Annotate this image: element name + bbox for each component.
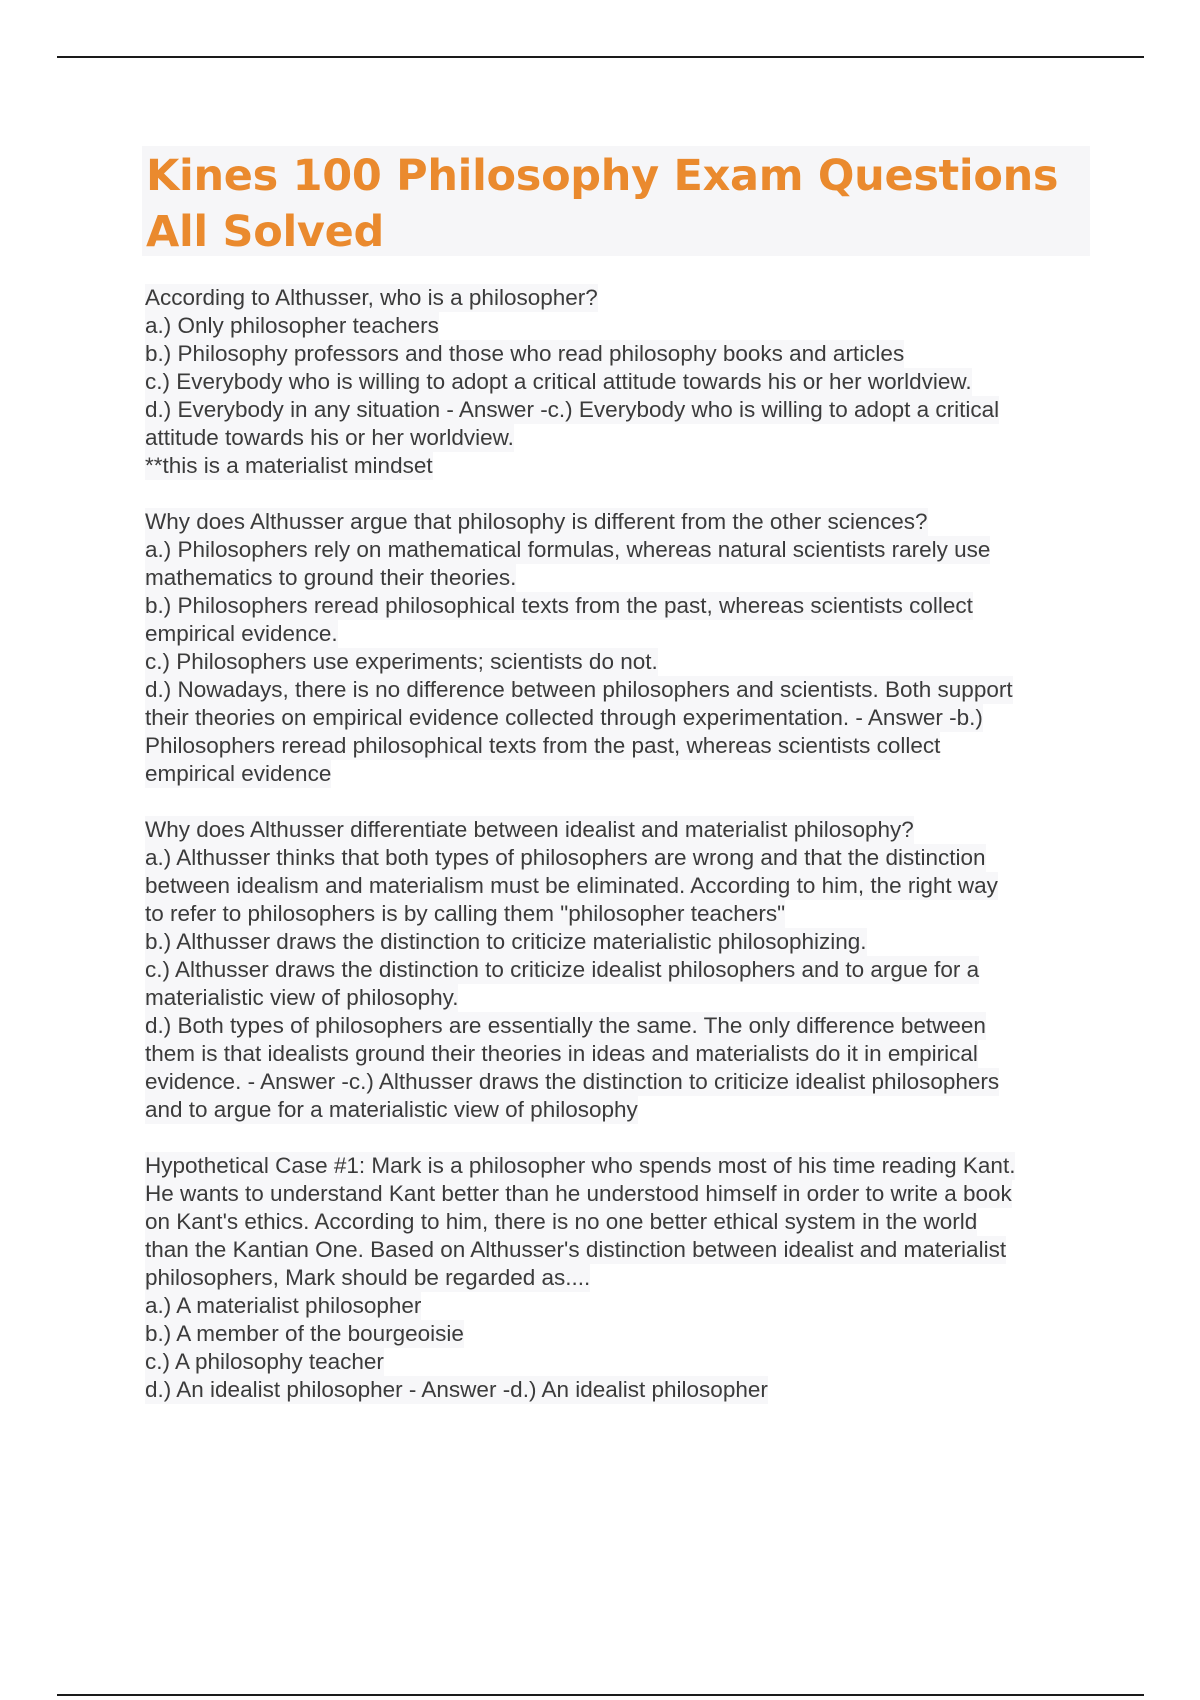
answer-option: c.) Philosophers use experiments; scientists do not. <box>145 649 658 674</box>
question-block <box>145 816 1090 1124</box>
answer-option: b.) Althusser draws the distinction to criticize materialistic philosophizing. <box>145 929 867 954</box>
answer-option: c.) A philosophy teacher <box>145 1349 384 1374</box>
document-title-line: Kines 100 Philosophy Exam Questions <box>146 151 1059 201</box>
answer-note: **this is a materialist mindset <box>145 453 433 478</box>
answer-option: b.) Philosophers reread philosophical texts from the past, whereas scientists collect <box>145 593 973 618</box>
answer-option: a.) Only philosopher teachers <box>145 313 439 338</box>
answer-option: d.) An idealist philosopher - Answer -d.) An idealist philosopher <box>145 1377 768 1402</box>
answer-continuation: empirical evidence. <box>145 621 338 646</box>
answer-option: a.) Philosophers rely on mathematical formulas, whereas natural scientists rarely use <box>145 537 991 562</box>
question-text: Hypothetical Case #1: Mark is a philosopher who spends most of his time reading Kant. <box>145 1153 1016 1178</box>
answer-option: b.) A member of the bourgeoisie <box>145 1321 464 1346</box>
answer-continuation: between idealism and materialism must be eliminated. According to him, the right way <box>145 873 998 898</box>
answer-option: c.) Everybody who is willing to adopt a critical attitude towards his or her worldview. <box>145 369 972 394</box>
answer-continuation: attitude towards his or her worldview. <box>145 425 514 450</box>
question-block <box>145 508 1090 788</box>
answer-continuation: Philosophers reread philosophical texts from the past, whereas scientists collect <box>145 733 941 758</box>
question-text: According to Althusser, who is a philosopher? <box>145 285 598 310</box>
top-rule <box>57 56 1144 58</box>
question-text: on Kant's ethics. According to him, there is no one better ethical system in the world <box>145 1209 978 1234</box>
answer-continuation: and to argue for a materialistic view of philosophy <box>145 1097 638 1122</box>
question-text: Why does Althusser differentiate between idealist and materialist philosophy? <box>145 817 914 842</box>
answer-option: c.) Althusser draws the distinction to criticize idealist philosophers and to argue for a <box>145 957 980 982</box>
question-text: He wants to understand Kant better than he understood himself in order to write a book <box>145 1181 1012 1206</box>
answer-continuation: empirical evidence <box>145 761 332 786</box>
document-title-line: All Solved <box>146 207 384 257</box>
answer-option: d.) Nowadays, there is no difference between philosophers and scientists. Both support <box>145 677 1013 702</box>
answer-continuation: evidence. - Answer -c.) Althusser draws the distinction to criticize idealist philosophers <box>145 1069 1000 1094</box>
answer-option: a.) Althusser thinks that both types of philosophers are wrong and that the distinction <box>145 845 986 870</box>
question-text: than the Kantian One. Based on Althusser's distinction between idealist and materialist <box>145 1237 1007 1262</box>
bottom-rule <box>57 1694 1144 1696</box>
question-text: philosophers, Mark should be regarded as.... <box>145 1265 591 1290</box>
answer-continuation: to refer to philosophers is by calling them "philosopher teachers" <box>145 901 786 926</box>
question-block <box>145 1152 1090 1404</box>
question-block <box>145 284 1090 480</box>
answer-continuation: mathematics to ground their theories. <box>145 565 517 590</box>
answer-continuation: materialistic view of philosophy. <box>145 985 459 1010</box>
answer-option: a.) A materialist philosopher <box>145 1293 422 1318</box>
question-text: Why does Althusser argue that philosophy is different from the other sciences? <box>145 509 928 534</box>
answer-continuation: them is that idealists ground their theories in ideas and materialists do it in empirical <box>145 1041 978 1066</box>
answer-option: d.) Everybody in any situation - Answer -c.) Everybody who is willing to adopt a critical <box>145 397 1000 422</box>
answer-option: b.) Philosophy professors and those who read philosophy books and articles <box>145 341 905 366</box>
answer-option: d.) Both types of philosophers are essentially the same. The only difference between <box>145 1013 986 1038</box>
question-list <box>145 284 1090 1432</box>
answer-continuation: their theories on empirical evidence collected through experimentation. - Answer -b.) <box>145 705 983 730</box>
document-title <box>146 148 1086 260</box>
